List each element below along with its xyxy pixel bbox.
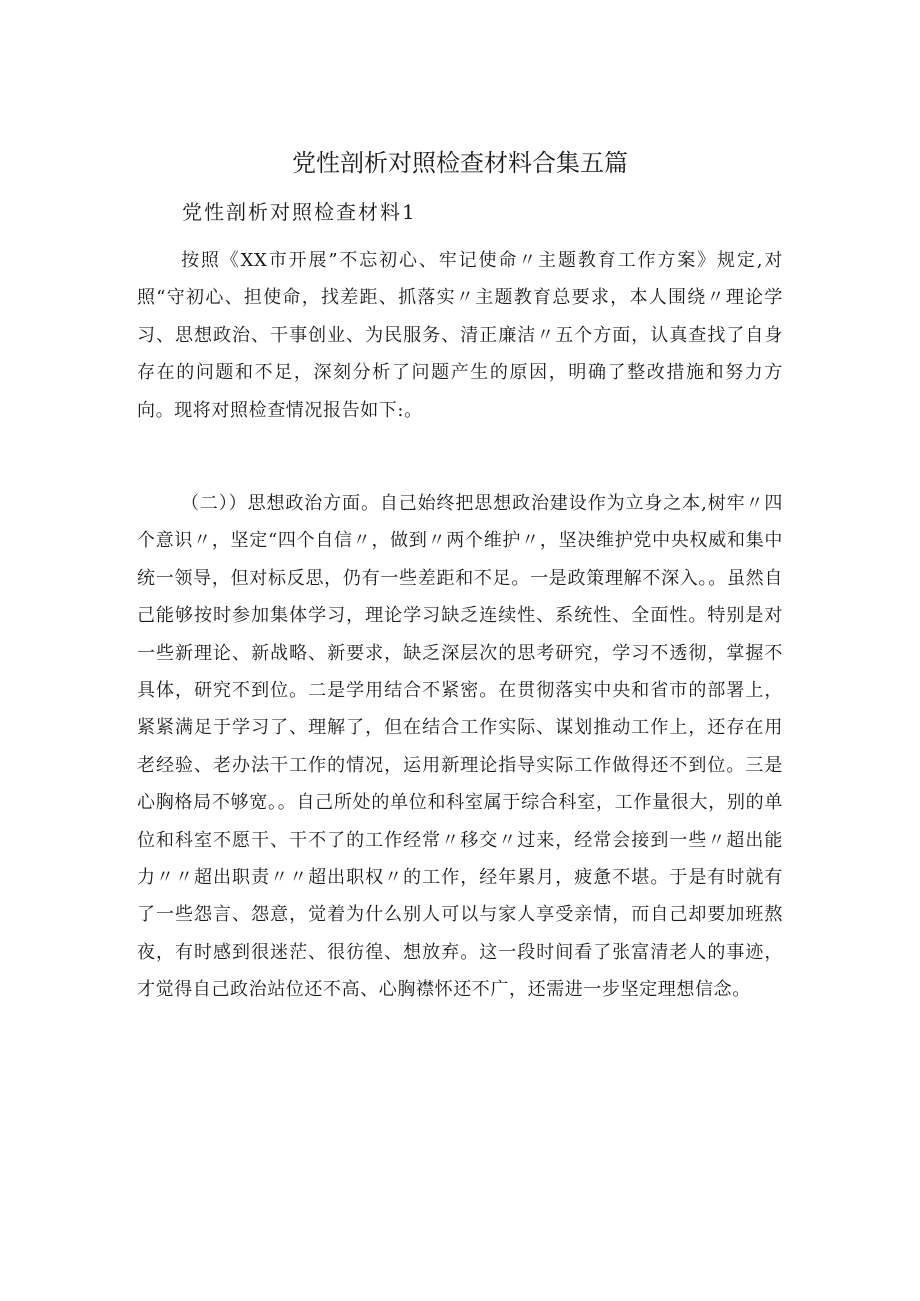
paragraph-intro: 按照《XX市开展”不忘初心、牢记使命〃主题教育工作方案》规定,对照“守初心、担使命，找差距、抓落实〃主题教育总要求，本人围绕〃理论学习、思想政治、干事创业、为民服务、清正廉洁〃五个方面，认真查找了自身存在的问题和不足，深刻分析了问题产生的原因，明确了整改措施和努力方向。现将对照检查情况报告如下:。 bbox=[137, 250, 783, 421]
section-heading: 党性剖析对照检查材料1 bbox=[182, 200, 417, 224]
paragraph-political-thought: （二））思想政治方面。自己始终把思想政治建设作为立身之本,树牢〃四个意识〃，坚定“四个自信〃，做到〃两个维护〃，坚决维护党中央权威和集中统一领导，但对标反思，仍有一些差距和不足。一是政策理解不深入。。虽然自己能够按时参加集体学习，理论学习缺乏连续性、系统性、全面性。特别是对一些新理论、新战略、新要求，缺乏深层次的思考研究，学习不透彻，掌握不具体，研究不到位。二是学用结合不紧密。在贯彻落实中央和省市的部署上，紧紧满足于学习了、理解了，但在结合工作实际、谋划推动工作上，还存在用老经验、老办法干工作的情况，运用新理论指导实际工作做得还不到位。三是心胸格局不够宽。。自己所处的单位和科室属于综合科室，工作量很大，别的单位和科室不愿干、干不了的工作经常〃移交〃过来，经常会接到一些〃超出能力〃〃超出职责〃〃超出职权〃的工作，经年累月，疲惫不堪。于是有时就有了一些怨言、怨意，觉着为什么别人可以与家人享受亲情，而自己却要加班熬夜，有时感到很迷茫、很彷徨、想放弃。这一段时间看了张富清老人的事迹，才觉得自己政治站位还不高、心胸襟怀还不广，还需进一步坚定理想信念。 bbox=[137, 493, 783, 1001]
document-title: 党性剖析对照检查材料合集五篇 bbox=[292, 149, 628, 177]
